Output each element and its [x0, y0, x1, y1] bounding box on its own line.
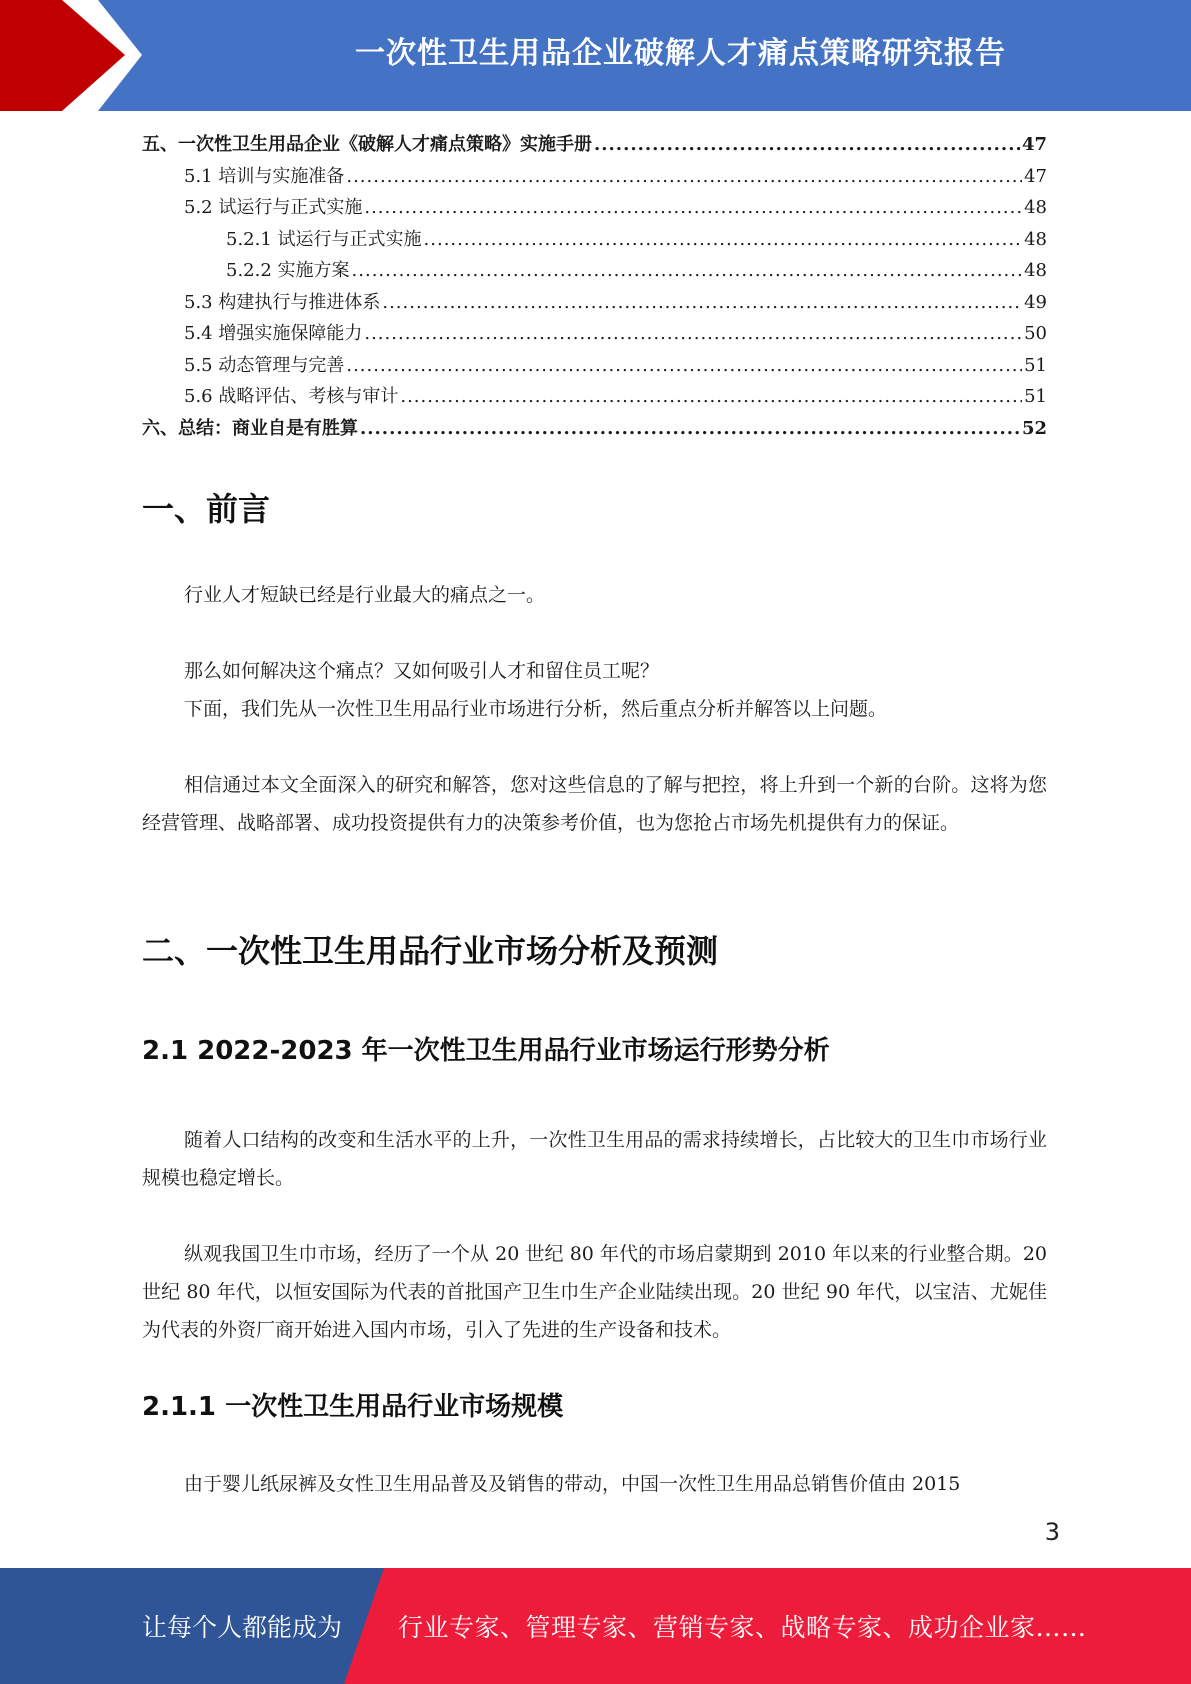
- toc-item-text: 5.1 培训与实施准备: [184, 165, 345, 187]
- toc-leader-dots: [352, 260, 1023, 281]
- preface-paragraph-2-line-1: 那么如何解决这个痛点？又如何吸引人才和留住员工呢？: [184, 660, 660, 682]
- section-2-1-1-heading: 2.1.1 一次性卫生用品行业市场规模: [142, 1392, 564, 1422]
- page-number: 3: [1044, 1518, 1060, 1546]
- toc-item[interactable]: [142, 130, 1047, 162]
- toc-item-page: 48: [1024, 228, 1047, 250]
- preface-paragraph-2-line-2: 下面，我们先从一次性卫生用品行业市场进行分析，然后重点分析并解答以上问题。: [184, 698, 888, 720]
- preface-paragraph-3: 相信通过本文全面深入的研究和解答，您对这些信息的了解与把控，将上升到一个新的台阶。这将为您经营管理、战略部署、成功投资提供有力的决策参考价值，也为您抢占市场先机提供有力的保证。: [142, 774, 1047, 834]
- toc-item[interactable]: [142, 225, 1047, 257]
- toc-item-text: 5.5 动态管理与完善: [184, 354, 345, 376]
- footer-slogan-right: 行业专家、管理专家、营销专家、战略专家、成功企业家……: [398, 1613, 1087, 1642]
- toc-item-page: 51: [1024, 354, 1047, 376]
- toc-leader-dots: [364, 323, 1022, 344]
- toc-item[interactable]: [142, 256, 1047, 288]
- toc-item-page: 48: [1024, 197, 1047, 218]
- section-2-1-heading: 2.1 2022-2023 年一次性卫生用品行业市场运行形势分析: [142, 1036, 830, 1066]
- toc-item-page: 51: [1024, 386, 1047, 407]
- toc-item-page: 50: [1024, 323, 1047, 344]
- toc-leader-dots: [364, 197, 1022, 218]
- header-banner: [0, 0, 1191, 111]
- toc-item-text: 5.3 构建执行与推进体系: [184, 291, 381, 313]
- toc-leader-dots: [346, 355, 1022, 376]
- toc-item-page: 47: [1021, 134, 1047, 155]
- preface-heading: 一、前言: [142, 490, 271, 528]
- section-2-1-1-paragraph-1: 由于婴儿纸尿裤及女性卫生用品普及及销售的带动，中国一次性卫生用品总销售价值由 2015: [184, 1473, 961, 1495]
- toc-item-text: 5.2 试运行与正式实施: [184, 197, 363, 218]
- toc-item[interactable]: [142, 193, 1047, 225]
- toc-leader-dots: [424, 229, 1023, 250]
- toc-leader-dots: [594, 134, 1020, 155]
- toc-item-text: 5.2.1 试运行与正式实施: [226, 228, 422, 250]
- toc-leader-dots: [360, 418, 1020, 439]
- toc-item-page: 48: [1024, 260, 1047, 281]
- toc-leader-dots: [400, 386, 1022, 407]
- toc-item-page: 52: [1021, 417, 1047, 439]
- toc-item-text: 六、总结：商业自是有胜算: [142, 417, 358, 439]
- toc-item[interactable]: [142, 382, 1047, 414]
- toc-item-text: 五、一次性卫生用品企业《破解人才痛点策略》实施手册: [142, 134, 592, 155]
- section-2-1-paragraph-1: 随着人口结构的改变和生活水平的上升，一次性卫生用品的需求持续增长，占比较大的卫生巾市场行业规模也稳定增长。: [142, 1129, 1047, 1189]
- toc-item-page: 47: [1024, 165, 1047, 187]
- toc-leader-dots: [346, 166, 1022, 187]
- toc-item[interactable]: [142, 162, 1047, 194]
- toc-item-text: 5.6 战略评估、考核与审计: [184, 386, 399, 407]
- toc-item[interactable]: [142, 351, 1047, 383]
- section-2-1-paragraph-2: 纵观我国卫生巾市场，经历了一个从 20 世纪 80 年代的市场启蒙期到 2010 年以来的行业整合期。20 世纪 80 年代，以恒安国际为代表的首批国产卫生巾生产企业陆续出现。20 世纪 90 年代，以宝洁、尤妮佳为代表的外资厂商开始进入国内市场，引入了先进的生产设备和技术。: [142, 1243, 1047, 1341]
- section-2-heading: 二、一次性卫生用品行业市场分析及预测: [142, 932, 719, 970]
- toc-item-text: 5.4 增强实施保障能力: [184, 323, 363, 344]
- toc-leader-dots: [382, 292, 1022, 313]
- toc-item[interactable]: [142, 288, 1047, 320]
- toc-item-page: 49: [1024, 291, 1047, 313]
- toc-item[interactable]: [142, 414, 1047, 446]
- toc-item-text: 5.2.2 实施方案: [226, 260, 350, 281]
- toc-item[interactable]: [142, 319, 1047, 351]
- footer-slogan-left: 让每个人都能成为: [142, 1613, 343, 1642]
- report-title: 一次性卫生用品企业破解人才痛点策略研究报告: [355, 36, 1006, 71]
- table-of-contents: [142, 130, 1047, 445]
- footer-banner: [0, 1568, 1191, 1684]
- preface-paragraph-1: 行业人才短缺已经是行业最大的痛点之一。: [184, 584, 546, 606]
- header-arrow-decoration: [0, 0, 160, 111]
